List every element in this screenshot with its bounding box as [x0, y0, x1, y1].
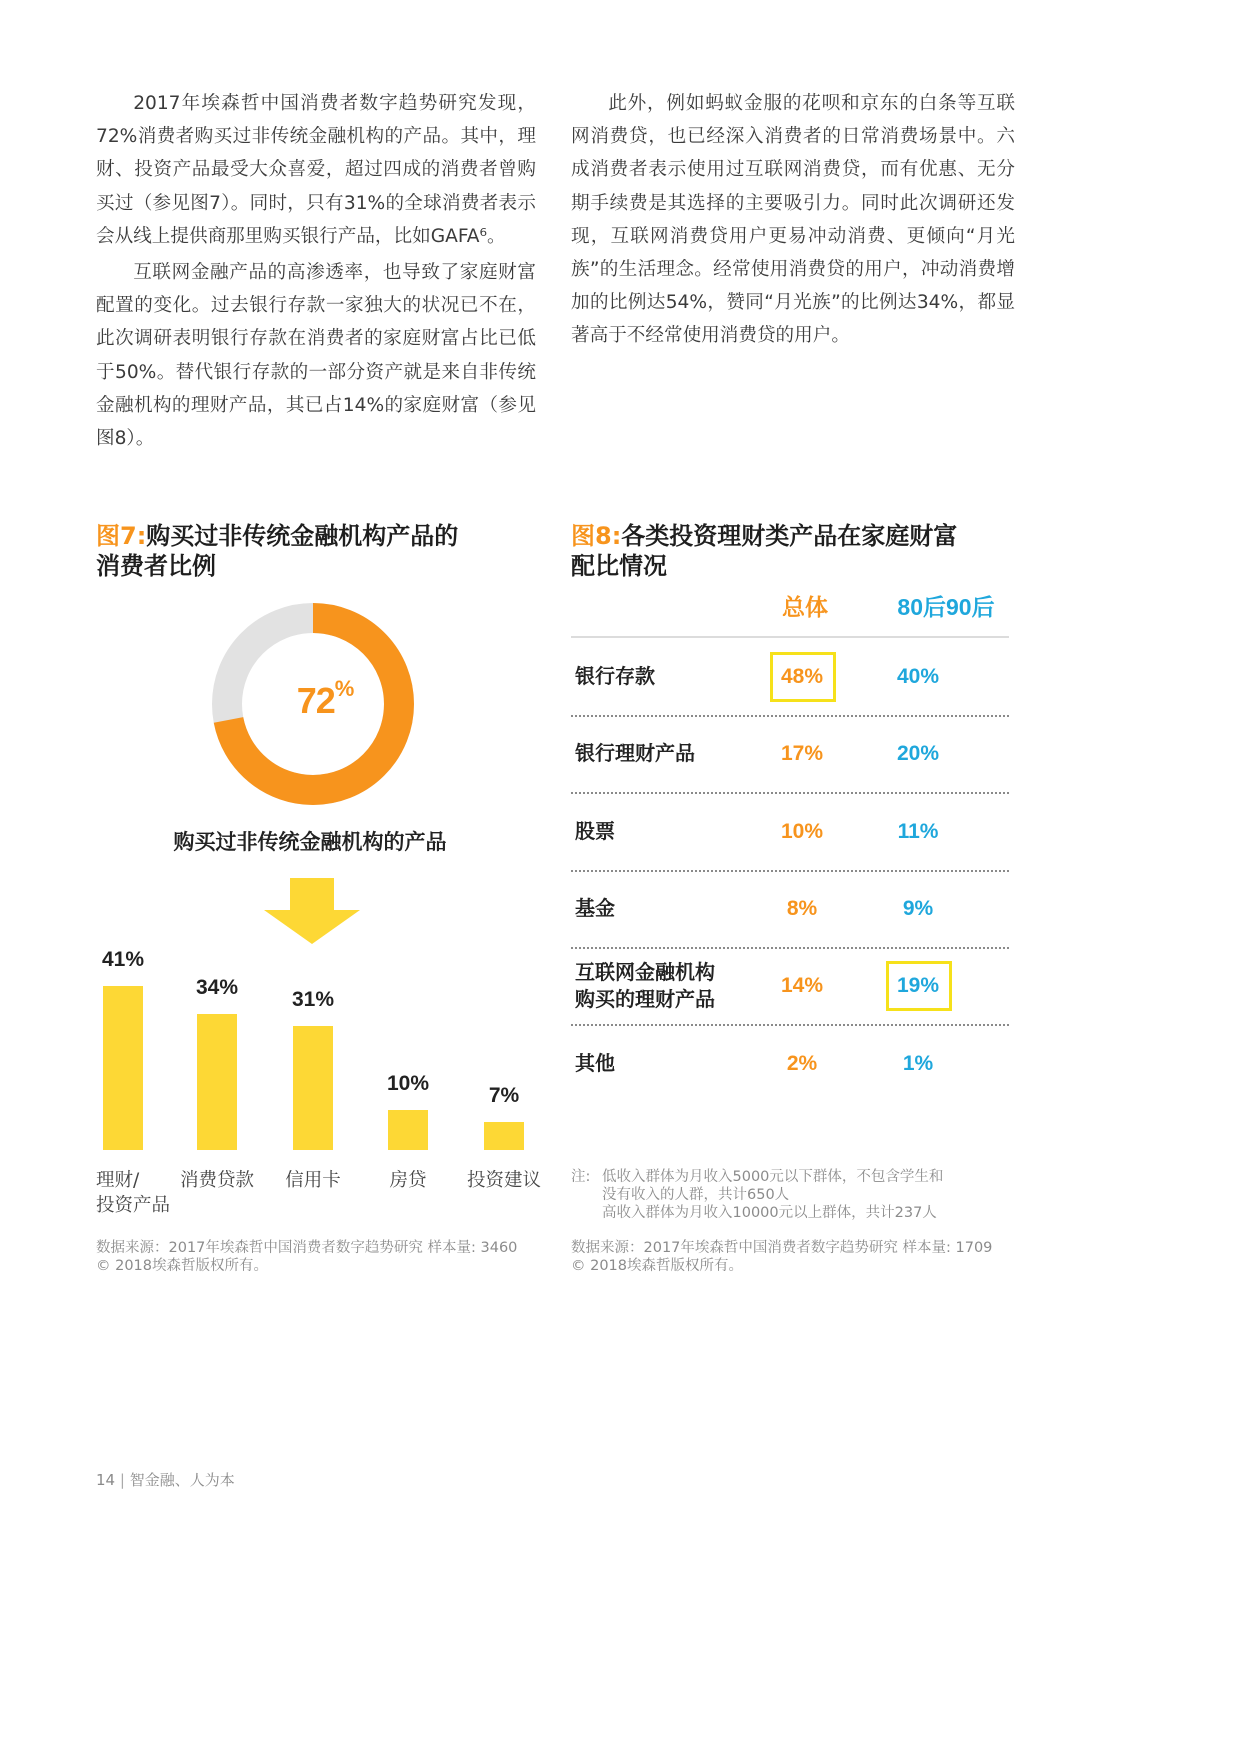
- table-header-rule: [571, 636, 1009, 638]
- table-cell-total: 8%: [786, 897, 818, 920]
- bar-category-line: 理财/: [96, 1170, 140, 1191]
- page-footer: [96, 1469, 235, 1490]
- table-row-label: 银行存款: [575, 664, 655, 688]
- row-divider: [571, 1024, 1009, 1026]
- bar-5: [484, 1122, 524, 1150]
- table-row-label: [575, 959, 755, 1013]
- fig8-note-line-3: 高收入群体为月收入10000元以上群体，共计237人: [602, 1205, 937, 1221]
- down-arrow-icon: [262, 878, 362, 944]
- bar-value-label: 34%: [195, 976, 239, 999]
- bar-value-label: 10%: [386, 1072, 430, 1095]
- table-cell-young: 11%: [897, 820, 939, 843]
- bar-1: [103, 986, 143, 1150]
- table-cell-young: 19%: [896, 974, 940, 997]
- table-cell-young: 20%: [896, 742, 940, 765]
- right-paragraph: 此外，例如蚂蚁金服的花呗和京东的白条等互联网消费贷，也已经深入消费者的日常消费场景中。六成消费者表示使用过互联网消费贷，而有优惠、无分期手续费是其选择的主要吸引力。同时此次调研还发现，互联网消费贷用户更易冲动消费、更倾向“月光族”的生活理念。经常使用消费贷的用户，冲动消费增加的比例达54%，赞同“月光族”的比例达34%，都显著高于不经常使用消费贷的用户。: [571, 93, 1015, 347]
- table-row-label: 基金: [575, 896, 615, 920]
- fig7-title-number: 图7:: [96, 522, 147, 550]
- fig8-source: 数据来源：2017年埃森哲中国消费者数字趋势研究 样本量: 1709: [571, 1240, 993, 1256]
- bar-value-label: 41%: [101, 948, 145, 971]
- bar-category-line: 消费贷款: [179, 1170, 254, 1191]
- table-row-label: 银行理财产品: [575, 741, 695, 765]
- footer-title: 智金融、人为本: [129, 1471, 235, 1489]
- table-cell-total: 17%: [780, 742, 824, 765]
- highlight-box: [886, 961, 952, 1011]
- bar-category-label: [273, 1168, 353, 1193]
- intro-paragraph-1: 2017年埃森哲中国消费者数字趋势研究发现，72%消费者购买过非传统金融机构的产品。其中，理财、投资产品最受大众喜爱，超过四成的消费者曾购买过（参见图7）。同时，只有31%的全球消费者表示会从线上提供商那里购买银行产品，比如GAFA⁶。: [96, 93, 536, 247]
- highlight-box: [770, 652, 836, 702]
- table-row-label-line: 购买的理财产品: [575, 987, 715, 1011]
- fig7-copyright: © 2018埃森哲版权所有。: [96, 1258, 269, 1274]
- table-row-label: 股票: [575, 819, 615, 843]
- column-header-total: 总体: [782, 594, 828, 620]
- fig8-note-line-2: 没有收入的人群，共计650人: [602, 1187, 790, 1203]
- bar-4: [388, 1110, 428, 1150]
- donut-caption: 购买过非传统金融机构的产品: [173, 830, 447, 854]
- table-row-label-line: 互联网金融机构: [575, 960, 715, 984]
- fig7-title-text: 购买过非传统金融机构产品的: [146, 522, 459, 550]
- bar-3: [293, 1026, 333, 1150]
- table-cell-total: 14%: [780, 974, 824, 997]
- bar-category-line: 信用卡: [285, 1170, 341, 1191]
- table-cell-young: 9%: [902, 897, 934, 920]
- donut-value-label: [270, 676, 380, 722]
- page-number: 14: [96, 1471, 116, 1489]
- bar-category-line: 投资产品: [96, 1195, 171, 1216]
- row-divider: [571, 715, 1009, 717]
- table-row-label: 其他: [575, 1051, 615, 1075]
- bar-value-label: 31%: [291, 988, 335, 1011]
- fig8-title-number: 图8:: [571, 522, 622, 550]
- fig7-title: [96, 521, 556, 581]
- bar-category-line: 房贷: [389, 1170, 427, 1191]
- bar-value-label: 7%: [488, 1084, 520, 1107]
- intro-paragraph-2: 互联网金融产品的高渗透率，也导致了家庭财富配置的变化。过去银行存款一家独大的状况已不在，此次调研表明银行存款在消费者的家庭财富占比已低于50%。替代银行存款的一部分资产就是来自非传统金融机构的理财产品，其已占14%的家庭财富（参见图8）。: [96, 262, 536, 450]
- fig8-note-line-1: 低收入群体为月收入5000元以下群体，不包含学生和: [602, 1169, 944, 1185]
- table-cell-young: 1%: [902, 1052, 934, 1075]
- fig7-title-line2: 消费者比例: [96, 552, 216, 580]
- row-divider: [571, 792, 1009, 794]
- table-cell-young: 40%: [896, 665, 940, 688]
- bar-category-label: [368, 1168, 448, 1193]
- fig8-note-label: 注:: [571, 1169, 591, 1185]
- footer-divider: |: [119, 1471, 125, 1489]
- bar-2: [197, 1014, 237, 1150]
- bar-category-label: [96, 1168, 186, 1218]
- fig8-title: [571, 521, 1031, 581]
- table-cell-total: 10%: [780, 820, 824, 843]
- table-cell-total: 2%: [786, 1052, 818, 1075]
- donut-value-number: 72: [296, 680, 335, 721]
- donut-value-percent: %: [334, 676, 354, 701]
- fig7-source: 数据来源：2017年埃森哲中国消费者数字趋势研究 样本量: 3460: [96, 1240, 518, 1256]
- bar-category-label: [464, 1168, 544, 1193]
- table-cell-total: 48%: [780, 665, 824, 688]
- row-divider: [571, 870, 1009, 872]
- bar-category-label: [177, 1168, 257, 1193]
- row-divider: [571, 947, 1009, 949]
- fig8-copyright: © 2018埃森哲版权所有。: [571, 1258, 744, 1274]
- bar-category-line: 投资建议: [466, 1170, 541, 1191]
- fig8-title-line2: 配比情况: [571, 552, 667, 580]
- fig8-title-text: 各类投资理财类产品在家庭财富: [621, 522, 958, 550]
- column-header-young: 80后90后: [897, 594, 995, 620]
